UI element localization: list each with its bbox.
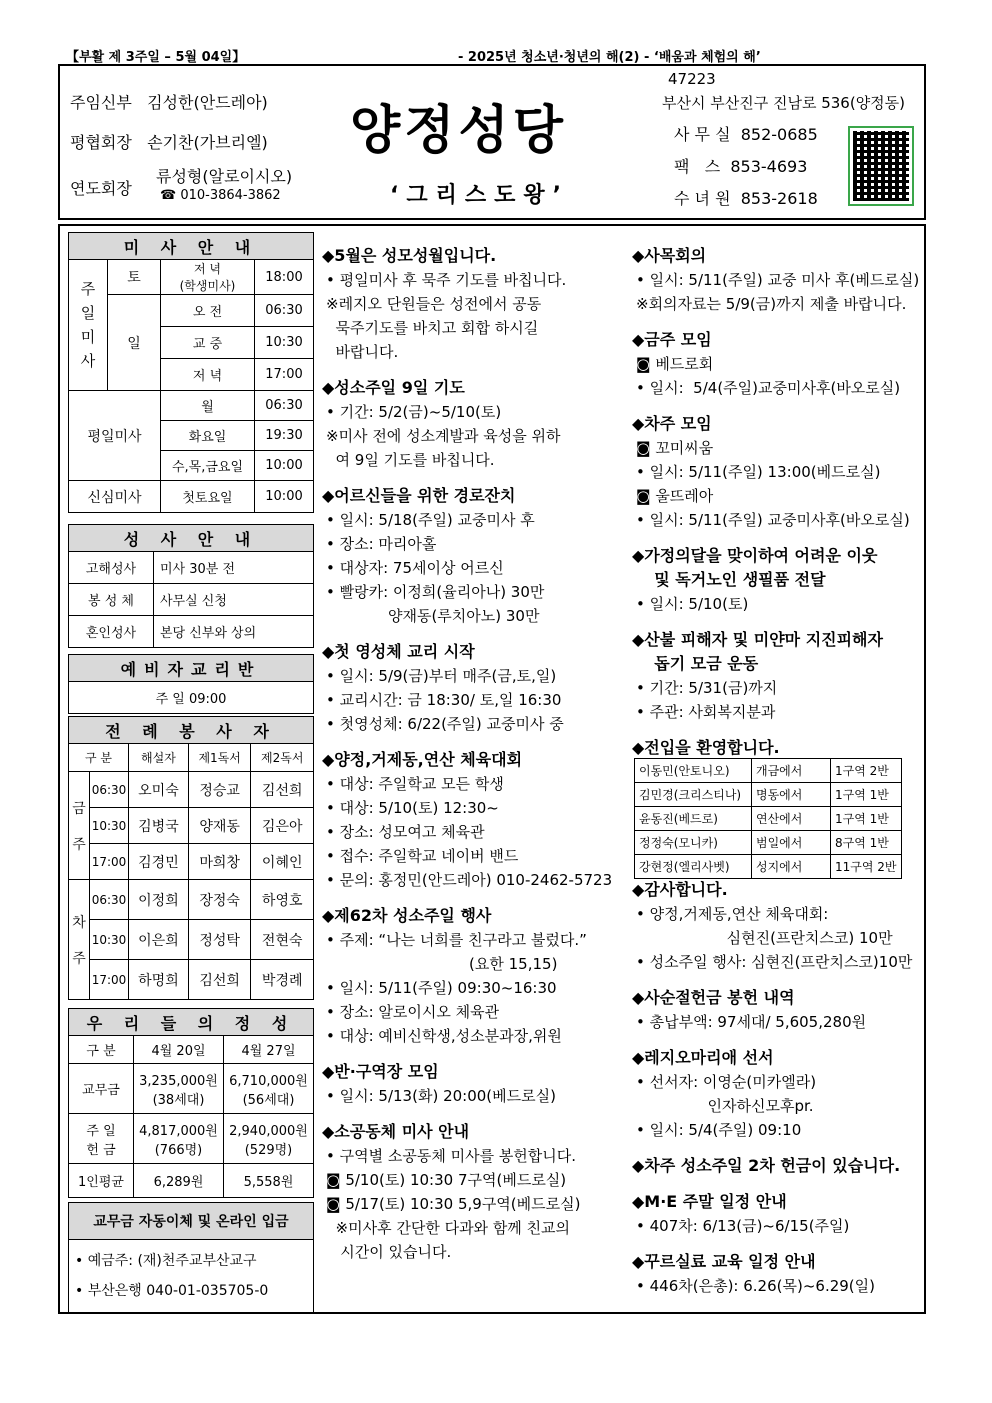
notice-item: • 구역별 소공동체 미사를 봉헌합니다. — [326, 1147, 577, 1165]
notice-heading: ◆5월은 성모성월입니다. — [322, 246, 497, 265]
convent-label: 수 녀 원 — [674, 189, 731, 208]
notice-heading: ◆가정의달을 맞이하여 어려운 이웃 및 독거노인 생필품 전달 — [632, 546, 878, 589]
notice-item: • 대상: 5/10(토) 12:30~ — [326, 799, 499, 817]
weekday-label: 평일미사 — [69, 391, 161, 481]
notice-item: • 일시: 5/11(주일) 교중 미사 후(베드로실) — [636, 271, 920, 289]
notice-heading: ◆사순절헌금 봉헌 내역 — [632, 988, 795, 1007]
sacrament-table — [68, 524, 314, 648]
notice-heading: ◆산불 피해자 및 미얀마 지진피해자 돕기 모금 운동 — [632, 630, 883, 673]
notice-item: 여 9일 기도를 바칩니다. — [326, 451, 495, 469]
sacrament-name: 봉 성 체 — [69, 584, 154, 616]
catechumen-title: 예비자교리반 — [69, 655, 314, 682]
sunday: 일 — [108, 295, 161, 391]
pastor-label: 주임신부 — [70, 93, 132, 112]
notice-item: • 성소주일 행사: 심현진(프란치스코)10만 — [636, 953, 913, 971]
server-name: 오미숙 — [129, 772, 189, 808]
district-name: 류성형(알로이시오) — [156, 167, 293, 186]
offering-header: 4월 20일 — [134, 1036, 224, 1064]
notice-heading: ◆꾸르실료 교육 일정 안내 — [632, 1252, 816, 1271]
offering-label: 1인평균 — [69, 1164, 134, 1198]
council-label: 평협회장 — [70, 133, 132, 152]
next-week-label: 차 주 — [69, 880, 90, 1000]
mass-table — [68, 232, 314, 513]
notice-item: • 양정,거제동,연산 체육대회: — [636, 905, 829, 923]
convent-phone: 853-2618 — [740, 189, 818, 208]
offering-value: 4,817,000원 (766명) — [134, 1114, 224, 1164]
pastor-name: 김성한(안드레아) — [147, 93, 268, 112]
notice-heading: ◆전입을 환영합니다. — [632, 738, 780, 757]
server-name: 이혜인 — [251, 844, 314, 880]
server-name: 박경례 — [251, 960, 314, 1000]
move-in-cell: 윤동진(베드로) — [635, 807, 752, 831]
move-in-cell: 이동민(안토니오) — [635, 759, 752, 783]
offering-value: 5,558원 — [224, 1164, 314, 1198]
header-box — [58, 64, 926, 220]
server-time: 10:30 — [90, 920, 129, 960]
notice-heading: ◆첫 영성체 교리 시작 — [322, 642, 475, 661]
servers-header: 해설자 — [129, 744, 189, 772]
first-sat-label: 신심미사 — [69, 481, 161, 513]
sunday-label: 주 일 미 사 — [69, 260, 108, 391]
office-label: 사 무 실 — [674, 125, 731, 144]
mass-title: 미 사 안 내 — [69, 233, 314, 260]
column-center — [322, 232, 622, 1264]
sacrament-title: 성 사 안 내 — [69, 525, 314, 552]
notice-item: • 교리시간: 금 18:30/ 토,일 16:30 — [326, 691, 562, 709]
offering-label: 주 일 헌 금 — [69, 1114, 134, 1164]
move-in-cell: 11구역 2반 — [831, 855, 902, 879]
servers-title: 전 례 봉 사 자 — [69, 717, 314, 744]
move-in-cell: 1구역 2반 — [831, 759, 902, 783]
sacrament-name: 혼인성사 — [69, 616, 154, 648]
address: 부산시 부산진구 진남로 536(양정동) — [662, 94, 906, 112]
notice-item: ※회의자료는 5/9(금)까지 제출 바랍니다. — [636, 295, 907, 313]
notice-item: • 첫영성체: 6/22(주일) 교중미사 중 — [326, 715, 564, 733]
notice-item: • 장소: 마리아홀 — [326, 535, 437, 553]
sun-mass-time: 06:30 — [255, 295, 314, 327]
district-label: 연도회장 — [70, 179, 132, 198]
notice-item: • 기간: 5/31(금)까지 — [636, 679, 778, 697]
server-name: 하명희 — [129, 960, 189, 1000]
notice-item: ※미사 전에 성소계발과 육성을 위하 — [326, 427, 561, 445]
sat-time: 18:00 — [255, 260, 314, 295]
server-name: 이은희 — [129, 920, 189, 960]
notice-item: ※레지오 단원들은 성전에서 공동 — [326, 295, 542, 313]
notice-item: 바랍니다. — [326, 343, 399, 361]
sun-mass-name: 오 전 — [161, 295, 255, 327]
servers-header: 제2독서 — [251, 744, 314, 772]
notice-item: • 접수: 주일학교 네이버 밴드 — [326, 847, 519, 865]
move-in-cell: 연산에서 — [752, 807, 831, 831]
server-name: 마희창 — [188, 844, 251, 880]
notice-heading: ◆사목회의 — [632, 246, 707, 265]
server-name: 김선희 — [251, 772, 314, 808]
weekday-time: 10:00 — [255, 451, 314, 481]
office-phone: 852-0685 — [740, 125, 818, 144]
parish-subtitle: ‘그리스도왕’ — [390, 183, 569, 208]
notice-item: ◙ 5/17(토) 10:30 5,9구역(베드로실) — [326, 1195, 581, 1213]
notice-item: ※미사후 간단한 다과와 함께 친교의 — [326, 1219, 571, 1237]
notice-heading: ◆차주 성소주일 2차 헌금이 있습니다. — [632, 1156, 901, 1175]
notice-item: 양재동(루치아노) 30만 — [326, 607, 540, 625]
notice-item: 인자하신모후pr. — [636, 1097, 814, 1115]
council-name: 손기찬(가브리엘) — [147, 133, 268, 152]
sacrament-info: 사무실 신청 — [154, 584, 314, 616]
column-right-lower — [632, 866, 922, 1298]
notice-item: • 대상: 주일학교 모든 학생 — [326, 775, 504, 793]
move-in-cell: 성지에서 — [752, 855, 831, 879]
move-in-table — [634, 758, 902, 879]
weekday-time: 19:30 — [255, 421, 314, 451]
sun-mass-name: 저 녁 — [161, 359, 255, 391]
server-time: 06:30 — [90, 880, 129, 920]
notice-item: • 선서자: 이영순(미카엘라) — [636, 1073, 817, 1091]
notice-item: 시간이 있습니다. — [326, 1243, 452, 1261]
server-time: 06:30 — [90, 772, 129, 808]
server-time: 10:30 — [90, 808, 129, 844]
server-name: 김은아 — [251, 808, 314, 844]
bank-holder: • 예금주: (재)천주교부산교구 — [75, 1253, 257, 1269]
sun-mass-time: 17:00 — [255, 359, 314, 391]
offering-title: 우 리 들 의 정 성 — [69, 1009, 314, 1036]
server-name: 정성탁 — [188, 920, 251, 960]
offering-table — [68, 1008, 314, 1198]
notice-heading: ◆감사합니다. — [632, 880, 728, 899]
bank-account: • 부산은행 040-01-035705-0 — [75, 1283, 269, 1299]
notice-item: • 기간: 5/2(금)~5/10(토) — [326, 403, 502, 421]
sat-mass-name: 저 녁 (학생미사) — [161, 260, 255, 295]
sun-mass-time: 10:30 — [255, 327, 314, 359]
offering-value: 6,710,000원 (56세대) — [224, 1064, 314, 1114]
move-in-cell: 1구역 1반 — [831, 783, 902, 807]
bank-table — [68, 1202, 314, 1313]
move-in-cell: 8구역 1반 — [831, 831, 902, 855]
notice-item: ◙ 꼬미씨움 — [636, 439, 714, 457]
offering-label: 교무금 — [69, 1064, 134, 1114]
notice-item: • 장소: 알로이시오 체육관 — [326, 1003, 500, 1021]
notice-heading: ◆레지오마리애 선서 — [632, 1048, 774, 1067]
notice-item: • 주제: “나는 너희를 친구라고 불렀다.” — [326, 931, 587, 949]
first-sat-time: 10:00 — [255, 481, 314, 513]
server-name: 양재동 — [188, 808, 251, 844]
offering-value: 6,289원 — [134, 1164, 224, 1198]
notice-heading: ◆차주 모임 — [632, 414, 712, 433]
server-name: 장정숙 — [188, 880, 251, 920]
postcode: 47223 — [668, 70, 716, 88]
main-box — [58, 224, 926, 1314]
server-name: 김선희 — [188, 960, 251, 1000]
notice-item: • 문의: 홍정민(안드레아) 010-2462-5723 — [326, 871, 613, 889]
server-time: 17:00 — [90, 960, 129, 1000]
notice-item: ◙ 5/10(토) 10:30 7구역(베드로실) — [326, 1171, 567, 1189]
move-in-cell: 명동에서 — [752, 783, 831, 807]
notice-heading: ◆양정,거제동,연산 체육대회 — [322, 750, 523, 769]
notice-item: • 총납부액: 97세대/ 5,605,280원 — [636, 1013, 867, 1031]
notice-item: • 일시: 5/4(주일) 09:10 — [636, 1121, 802, 1139]
move-in-cell: 김민경(크리스티나) — [635, 783, 752, 807]
bank-title: 교무금 자동이체 및 온라인 입금 — [69, 1203, 314, 1240]
notice-item: ◙ 울뜨레아 — [636, 487, 714, 505]
fax-number: 853-4693 — [730, 157, 808, 176]
offering-value: 2,940,000원 (529명) — [224, 1114, 314, 1164]
notice-heading: ◆소공동체 미사 안내 — [322, 1122, 470, 1141]
servers-header: 제1독서 — [188, 744, 251, 772]
first-sat-day: 첫토요일 — [161, 481, 255, 513]
district-phone: ☎ 010-3864-3862 — [160, 188, 281, 203]
fax-label: 팩 스 — [674, 157, 721, 176]
offering-header: 구 분 — [69, 1036, 134, 1064]
notice-item: 묵주기도를 바치고 회합 하시길 — [326, 319, 539, 337]
notice-item: • 446차(은총): 6.26(목)~6.29(일) — [636, 1277, 875, 1295]
server-name: 하영호 — [251, 880, 314, 920]
notice-heading: ◆M·E 주말 일정 안내 — [632, 1192, 787, 1211]
move-in-cell: 개금에서 — [752, 759, 831, 783]
notice-item: • 장소: 성모여고 체육관 — [326, 823, 485, 841]
notice-item: • 주관: 사회복지분과 — [636, 703, 776, 721]
notice-item: • 대상자: 75세이상 어르신 — [326, 559, 504, 577]
notice-item: • 빨랑카: 이정희(율리아나) 30만 — [326, 583, 545, 601]
move-in-cell: 범일에서 — [752, 831, 831, 855]
servers-header: 구 분 — [69, 744, 129, 772]
server-name: 김경민 — [129, 844, 189, 880]
notice-item: • 일시: 5/11(주일) 13:00(베드로실) — [636, 463, 881, 481]
weekday-name: 월 — [161, 391, 255, 421]
parish-title: 양정성당 — [350, 101, 567, 161]
notice-heading: ◆제62차 성소주일 행사 — [322, 906, 492, 925]
server-name: 정승교 — [188, 772, 251, 808]
weekday-time: 06:30 — [255, 391, 314, 421]
offering-header: 4월 27일 — [224, 1036, 314, 1064]
server-name: 이정희 — [129, 880, 189, 920]
this-week-label: 금 주 — [69, 772, 90, 880]
notice-heading: ◆금주 모임 — [632, 330, 712, 349]
catechumen-time: 주 일 09:00 — [69, 682, 314, 714]
issue-date: 【부활 제 3주일 – 5월 04일】 — [66, 50, 246, 65]
notice-item: (요한 15,15) — [326, 955, 558, 973]
notice-item: • 일시: 5/18(주일) 교중미사 후 — [326, 511, 535, 529]
weekday-name: 화요일 — [161, 421, 255, 451]
notice-heading: ◆어르신들을 위한 경로잔치 — [322, 486, 516, 505]
notice-item: • 일시: 5/9(금)부터 매주(금,토,일) — [326, 667, 557, 685]
move-in-cell: 정정숙(모니카) — [635, 831, 752, 855]
weekday-name: 수,목,금요일 — [161, 451, 255, 481]
notice-item: • 407차: 6/13(금)~6/15(주일) — [636, 1217, 850, 1235]
catechumen-table — [68, 654, 314, 714]
column-right — [632, 232, 922, 760]
notice-item: ◙ 베드로회 — [636, 355, 714, 373]
notice-item: • 일시: 5/11(주일) 교중미사후(바오로실) — [636, 511, 910, 529]
notice-heading: ◆반·구역장 모임 — [322, 1062, 439, 1081]
sun-mass-name: 교 중 — [161, 327, 255, 359]
notice-item: • 평일미사 후 묵주 기도를 바칩니다. — [326, 271, 567, 289]
sacrament-info: 미사 30분 전 — [154, 552, 314, 584]
saturday: 토 — [108, 260, 161, 295]
year-theme: - 2025년 청소년·청년의 해(2) - ‘배움과 체험의 해’ — [458, 50, 761, 65]
servers-table — [68, 716, 314, 1000]
notice-item: • 일시: 5/13(화) 20:00(베드로실) — [326, 1087, 556, 1105]
notice-item: • 대상: 예비신학생,성소분과장,위원 — [326, 1027, 562, 1045]
notice-item: • 일시: 5/11(주일) 09:30~16:30 — [326, 979, 557, 997]
offering-value: 3,235,000원 (38세대) — [134, 1064, 224, 1114]
notice-item: • 일시: 5/4(주일)교중미사후(바오로실) — [636, 379, 901, 397]
move-in-cell: 1구역 1반 — [831, 807, 902, 831]
sacrament-info: 본당 신부와 상의 — [154, 616, 314, 648]
notice-item: • 일시: 5/10(토) — [636, 595, 749, 613]
sacrament-name: 고해성사 — [69, 552, 154, 584]
server-time: 17:00 — [90, 844, 129, 880]
server-name: 김병국 — [129, 808, 189, 844]
qr-code-icon[interactable] — [848, 126, 914, 206]
notice-heading: ◆성소주일 9일 기도 — [322, 378, 465, 397]
server-name: 전현숙 — [251, 920, 314, 960]
move-in-cell: 강현정(엘리사벳) — [635, 855, 752, 879]
notice-item: 심현진(프란치스코) 10만 — [636, 929, 893, 947]
